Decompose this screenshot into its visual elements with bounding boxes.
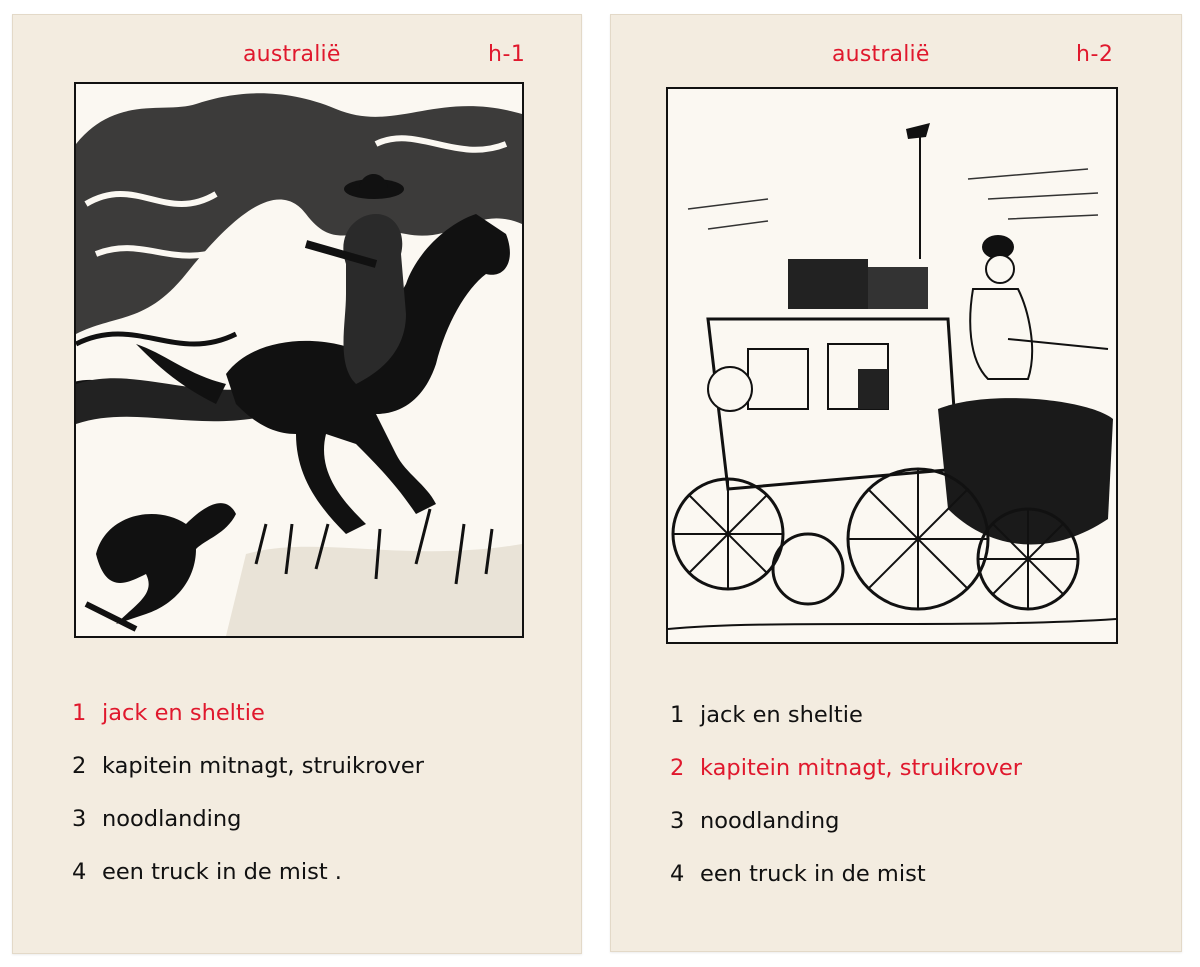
option-2 <box>670 755 1022 808</box>
stagecoach-icon <box>668 89 1116 642</box>
option-number: 1 <box>72 700 87 726</box>
option-number: 4 <box>670 861 685 887</box>
option-label: een truck in de mist <box>700 861 926 887</box>
stagecoach-illustration <box>666 87 1118 644</box>
option-number: 2 <box>72 753 87 779</box>
options-list <box>72 700 424 912</box>
option-4 <box>72 859 424 912</box>
options-list <box>670 702 1022 914</box>
option-label: noodlanding <box>102 806 242 832</box>
option-1 <box>670 702 1022 755</box>
option-label: kapitein mitnagt, struikrover <box>700 755 1022 781</box>
horse-rider-kangaroo-illustration <box>74 82 524 638</box>
option-number: 2 <box>670 755 685 781</box>
card-country: australië <box>832 42 930 67</box>
option-label: een truck in de mist . <box>102 859 342 885</box>
card-country: australië <box>243 42 341 67</box>
option-number: 4 <box>72 859 87 885</box>
card-code: h-2 <box>1076 42 1114 67</box>
option-4 <box>670 861 1022 914</box>
option-number: 3 <box>72 806 87 832</box>
card-h1 <box>12 14 582 954</box>
option-label: kapitein mitnagt, struikrover <box>102 753 424 779</box>
option-1 <box>72 700 424 753</box>
card-code: h-1 <box>488 42 526 67</box>
option-3 <box>670 808 1022 861</box>
option-3 <box>72 806 424 859</box>
option-label: jack en sheltie <box>102 700 265 726</box>
horse-rider-kangaroo-icon <box>76 84 522 636</box>
option-number: 3 <box>670 808 685 834</box>
option-label: noodlanding <box>700 808 840 834</box>
option-2 <box>72 753 424 806</box>
card-h2 <box>610 14 1182 952</box>
option-number: 1 <box>670 702 685 728</box>
option-label: jack en sheltie <box>700 702 863 728</box>
